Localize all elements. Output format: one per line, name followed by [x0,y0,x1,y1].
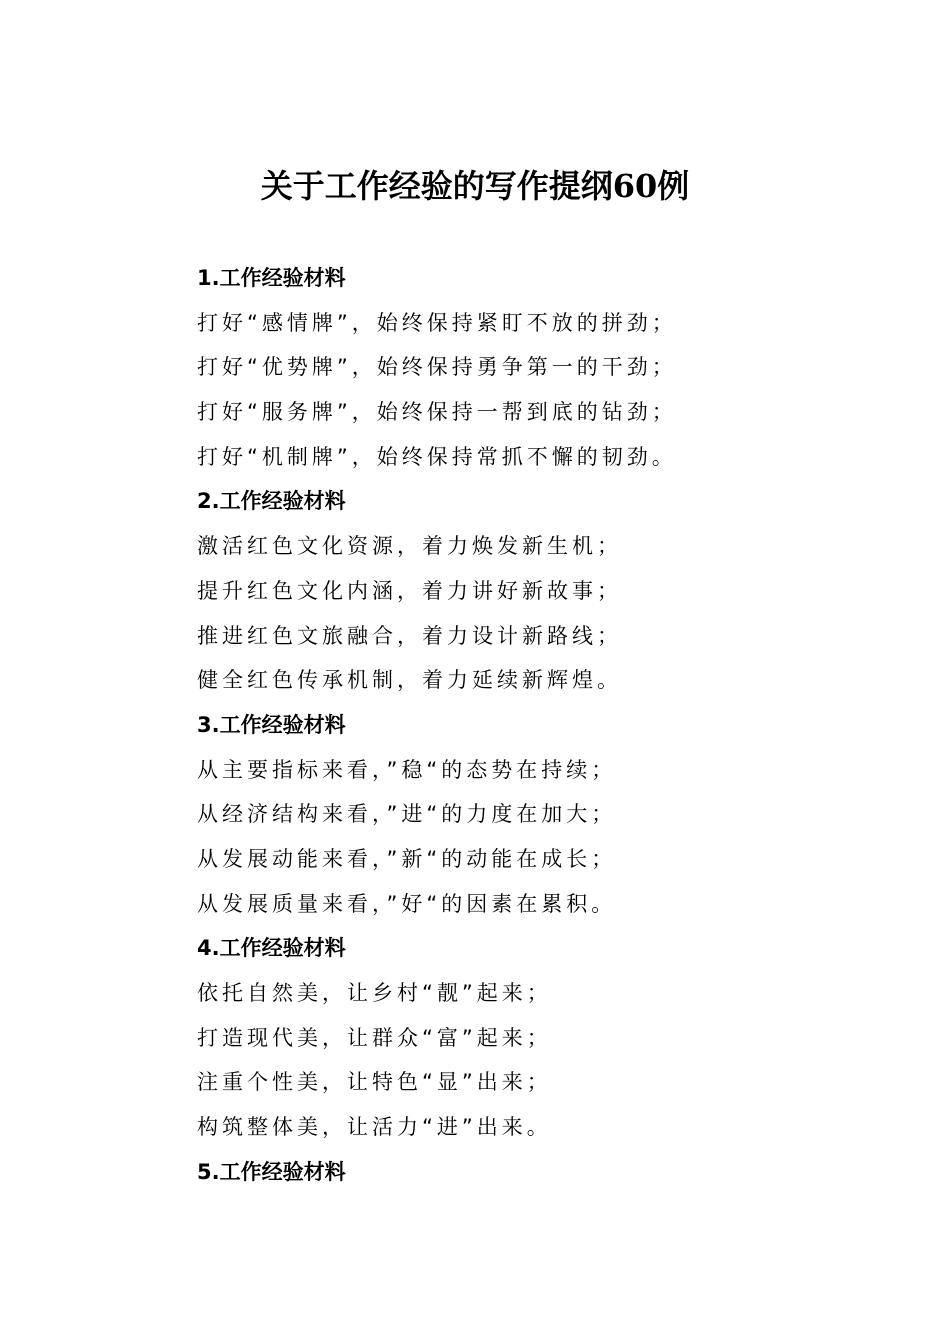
section-1 [197,256,837,479]
section-heading: 1.工作经验材料 [197,266,346,290]
section-2 [197,479,837,702]
section-heading: 3.工作经验材料 [197,712,346,737]
section-heading: 2.工作经验材料 [197,489,346,514]
text-line: 打好“机制牌”，始终保持常抓不懈的韧劲。 [197,444,677,469]
document-body [197,256,837,1194]
section-3 [197,703,837,926]
text-line: 打造现代美，让群众“富”起来； [197,1025,552,1050]
text-line: 注重个性美，让特色“显”出来； [197,1070,552,1095]
text-line: 打好“感情牌”，始终保持紧盯不放的拼劲； [197,310,677,335]
text-line: 从主要指标来看，”稳“的态势在持续； [197,757,617,782]
section-heading: 4.工作经验材料 [197,936,346,961]
text-line: 从经济结构来看，”进“的力度在加大； [197,802,617,827]
text-line: 激活红色文化资源，着力焕发新生机； [197,534,622,559]
section-4 [197,926,837,1149]
text-line: 构筑整体美，让活力“进”出来。 [197,1115,552,1140]
text-line: 从发展质量来看，”好“的因素在累积。 [197,891,617,916]
text-line: 打好“优势牌”，始终保持勇争第一的干劲； [197,355,677,380]
text-line: 健全红色传承机制，着力延续新辉煌。 [197,668,622,693]
text-line: 依托自然美，让乡村“靓”起来； [197,981,552,1005]
section-5 [197,1150,837,1195]
text-line: 推进红色文旅融合，着力设计新路线； [197,623,622,648]
text-line: 从发展动能来看，”新“的动能在成长； [197,846,617,871]
document-title: 关于工作经验的写作提纲60例 [260,167,690,205]
section-heading: 5.工作经验材料 [197,1159,346,1184]
text-line: 打好“服务牌”，始终保持一帮到底的钻劲； [197,400,677,425]
text-line: 提升红色文化内涵，着力讲好新故事； [197,578,622,603]
